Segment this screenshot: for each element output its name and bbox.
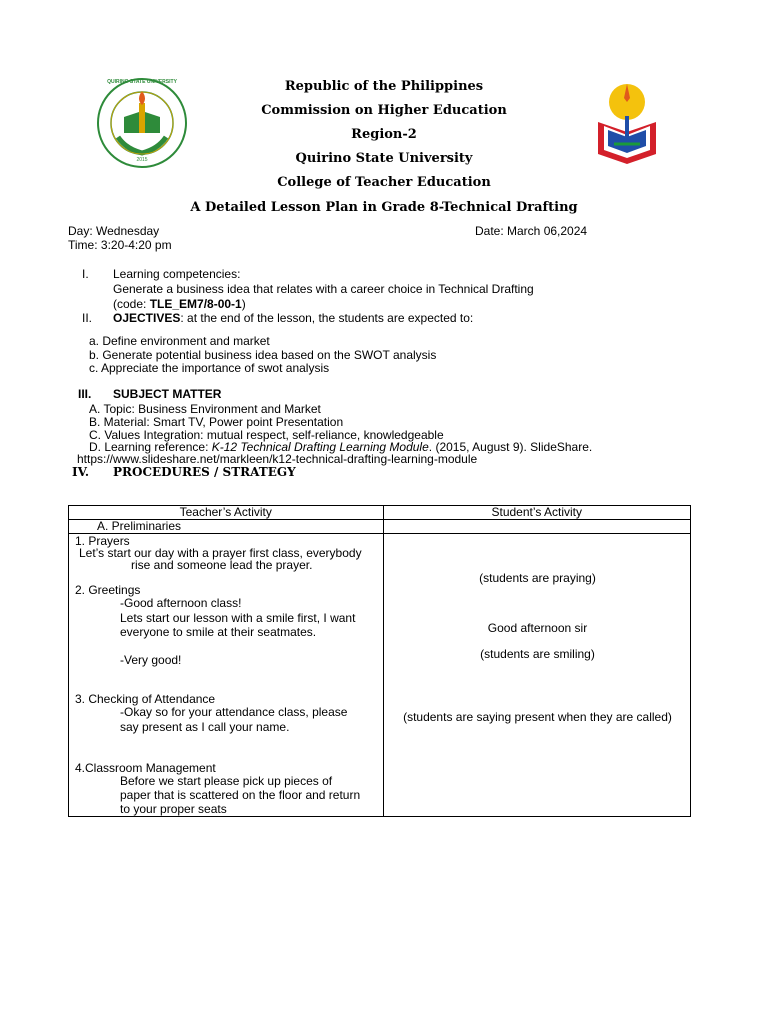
seal-year: 2015	[136, 157, 148, 163]
management-line-1: Before we start please pick up pieces of	[120, 774, 333, 788]
reference-title: K-12 Technical Drafting Learning Module	[211, 440, 429, 454]
section-3-title: SUBJECT MATTER	[113, 387, 222, 401]
subject-topic: A. Topic: Business Environment and Market	[89, 402, 321, 416]
table-row	[69, 534, 691, 817]
document-title: A Detailed Lesson Plan in Grade 8-Technical Drafting	[190, 200, 578, 215]
header-region: Region-2	[351, 127, 417, 142]
section-1-title: Learning competencies:	[113, 267, 241, 281]
objective-c: c. Appreciate the importance of swot analysis	[89, 361, 330, 375]
teacher-activity-header: Teacher’s Activity	[69, 506, 384, 520]
attendance-line-1: -Okay so for your attendance class, please	[120, 705, 348, 719]
student-greeting: Good afternoon sir	[487, 621, 588, 635]
section-3-number: III.	[78, 387, 92, 401]
code-suffix: )	[241, 297, 246, 311]
greetings-line-2: Lets start our lesson with a smile first, I want	[120, 611, 356, 625]
section-2-number: II.	[82, 311, 93, 325]
preliminaries-cell	[69, 520, 384, 534]
greetings-line-1: -Good afternoon class!	[120, 596, 242, 610]
table-header-row	[69, 506, 691, 520]
lesson-time: Time: 3:20-4:20 pm	[68, 238, 172, 252]
greetings-line-4: -Very good!	[120, 653, 182, 667]
reference-prefix: D. Learning reference:	[89, 440, 212, 454]
greetings-heading: 2. Greetings	[75, 583, 141, 597]
section-2-description: : at the end of the lesson, the students are expected to:	[180, 311, 474, 325]
management-line-3: to your proper seats	[120, 802, 227, 816]
prayers-line-1: Let’s start our day with a prayer first class, everybody	[79, 546, 362, 560]
header-commission: Commission on Higher Education	[261, 103, 507, 118]
management-heading: 4.Classroom Management	[75, 761, 216, 775]
prayers-line-2: rise and someone lead the prayer.	[131, 558, 313, 572]
section-1-code	[113, 297, 246, 311]
header-university: Quirino State University	[295, 151, 473, 166]
seal-ring-text: QUIRINO STATE UNIVERSITY	[107, 79, 177, 85]
subject-material: B. Material: Smart TV, Power point Presentation	[89, 415, 344, 429]
student-activity-header: Student’s Activity	[383, 506, 691, 520]
reference-suffix: . (2015, August 9). SlideShare.	[428, 440, 593, 454]
lesson-day: Day: Wednesday	[68, 224, 160, 238]
section-2-title: OJECTIVES	[113, 311, 181, 325]
objective-a: a. Define environment and market	[89, 334, 270, 348]
competency-code: TLE_EM7/8-00-1	[149, 297, 242, 311]
procedures-table	[68, 505, 691, 817]
greetings-line-3: everyone to smile at their seatmates.	[120, 625, 317, 639]
section-4-number: IV.	[72, 465, 90, 479]
prayers-heading: 1. Prayers	[75, 534, 130, 548]
attendance-heading: 3. Checking of Attendance	[75, 692, 216, 706]
section-2-heading	[113, 311, 473, 325]
attendance-line-2: say present as I call your name.	[120, 720, 290, 734]
preliminaries-label: A. Preliminaries	[97, 519, 182, 533]
lesson-date: Date: March 06,2024	[475, 224, 588, 238]
management-line-2: paper that is scattered on the floor and return	[120, 788, 361, 802]
section-1-competency: Generate a business idea that relates with a career choice in Technical Drafting	[113, 282, 534, 296]
section-4-title: PROCEDURES / STRATEGY	[113, 465, 296, 479]
header-college: College of Teacher Education	[277, 175, 491, 190]
student-activity-cell	[383, 534, 691, 817]
student-smiling: (students are smiling)	[480, 647, 595, 661]
objective-b: b. Generate potential business idea based on the SWOT analysis	[89, 348, 437, 362]
subject-values: C. Values Integration: mutual respect, self-reliance, knowledgeable	[89, 428, 444, 442]
section-1-number: I.	[82, 267, 89, 281]
preliminaries-row	[69, 520, 691, 534]
teacher-activity-cell	[69, 534, 384, 817]
preliminaries-empty-cell	[383, 520, 691, 534]
header-republic: Republic of the Philippines	[284, 79, 484, 94]
student-praying: (students are praying)	[479, 571, 596, 585]
student-present: (students are saying present when they are called)	[403, 710, 672, 724]
code-prefix: (code:	[113, 297, 150, 311]
reference-url: https://www.slideshare.net/markleen/k12-technical-drafting-learning-module	[77, 452, 478, 466]
